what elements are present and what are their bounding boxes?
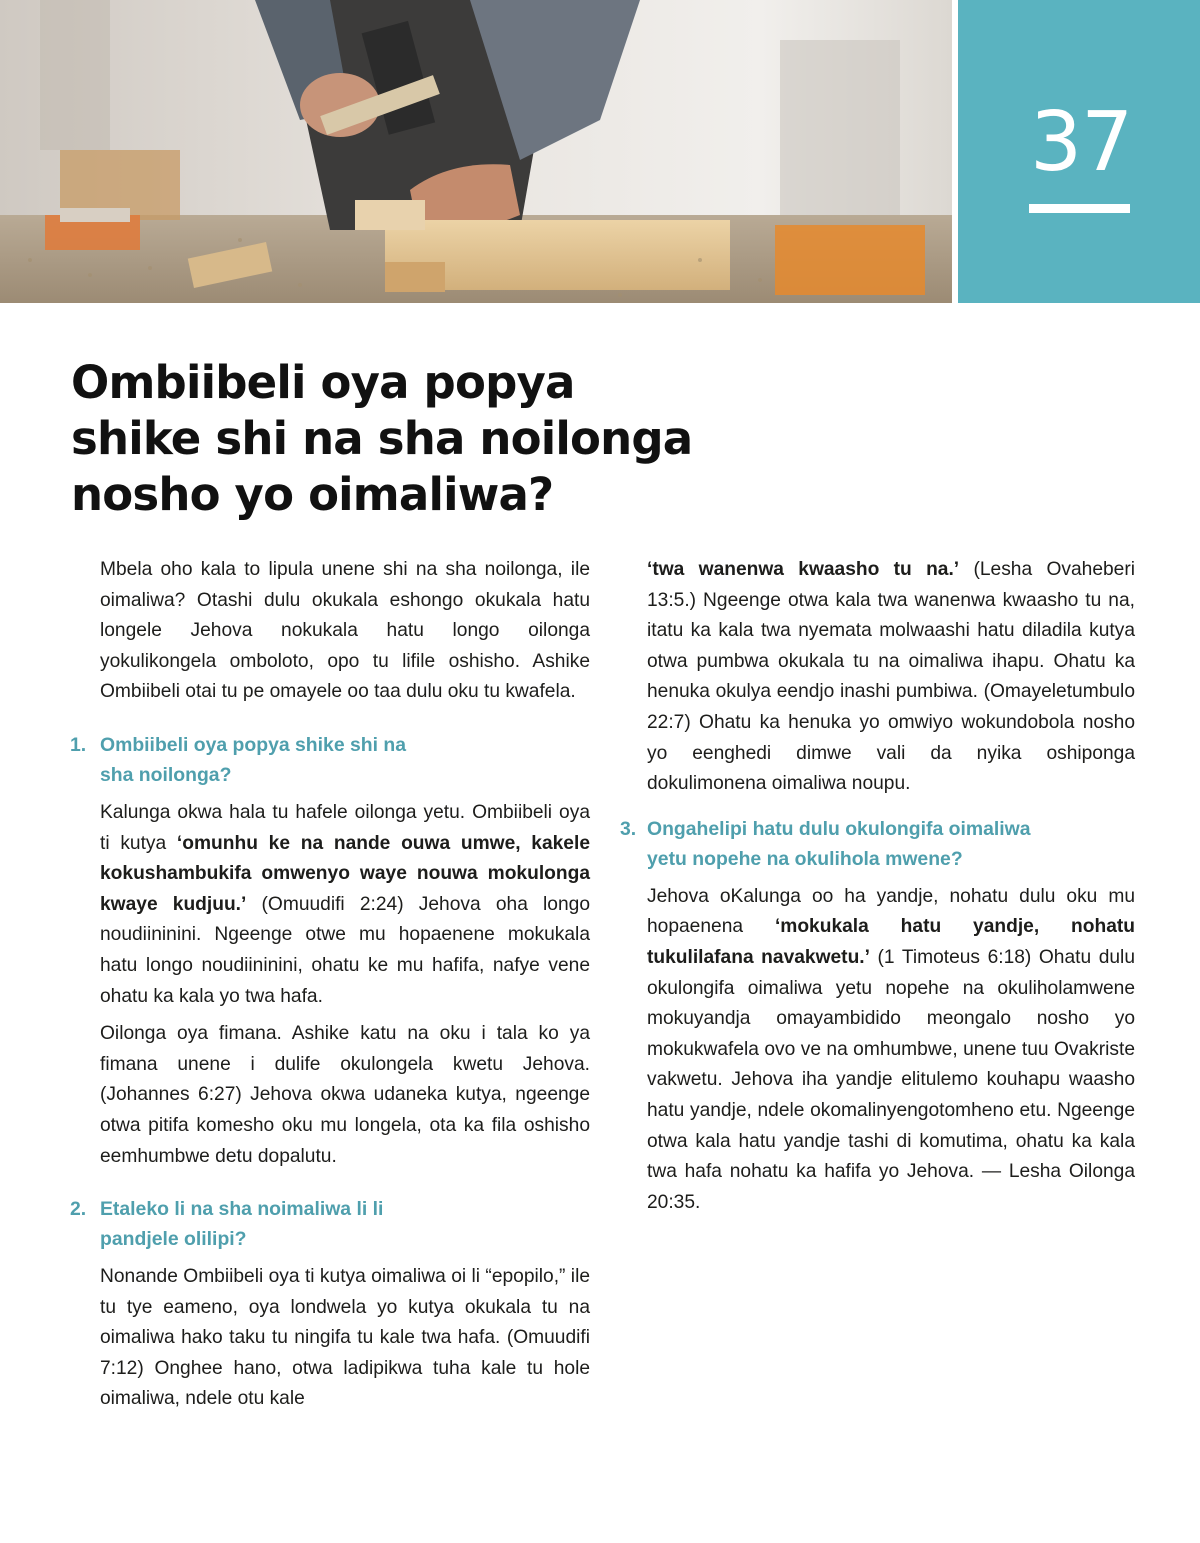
- section-2-text-after: (Lesha Ovaheberi 13:5.) Ngeenge otwa kala twa wanenwa kwaasho tu na, itatu ka kala twa nyemata molwaashi hatu diladila kutya otwa pumbwa okukala tu na oimaliwa ihapu. Ohatu ka henuka okulya eendjo inashi pumbiwa. (Omayeletumbulo 22:7) Ohatu ka henuka yo omwiyo wokundobola nosho yo eenghedi dimwe vali da nyika oshiponga dokulimonena oimaliwa noupu.: [647, 559, 1135, 795]
- section-2-heading-line-1: Etaleko li na sha noimaliwa li li: [100, 1198, 384, 1221]
- section-3-paragraph-1: [620, 882, 1135, 1219]
- section-1-heading-line-1: Ombiibeli oya popya shike shi na: [100, 733, 407, 756]
- left-column: [70, 555, 590, 1415]
- section-1-paragraph-1: [70, 798, 590, 1012]
- section-2-heading-line-2: pandjele olilipi?: [100, 1228, 247, 1251]
- section-1-text-after: (Omuudifi 2:24) Jehova oha longo noudiininini. Ngeenge otwe mu hopaenene mokukala hatu longo noudiininini, ohatu ke mu hafifa, nafye vene ohatu ka kala yo twa hafa.: [100, 893, 590, 1007]
- section-1-text: Kalunga okwa hala tu hafele oilonga yetu. Ombiibeli oya ti kutya: [100, 801, 590, 854]
- section-2-number: 2.: [70, 1198, 87, 1221]
- section-3-heading: [620, 814, 1135, 874]
- section-3-scripture-quote: ‘mokukala hatu yandje, nohatu tukulilafana navakwetu.’: [647, 916, 1136, 968]
- section-2-heading: [70, 1194, 590, 1254]
- lesson-number-underline: [1029, 204, 1130, 213]
- section-3-text: Jehova oKalunga oo ha yandje, nohatu dulu oku mu hopaenena: [647, 885, 1135, 938]
- lesson-number: 37: [1030, 95, 1133, 190]
- section-1-scripture-quote: ‘omunhu ke na nande ouwa umwe, kakele kokushambukifa omwenyo waye nouwa mokulonga kwaye kudjuu.’: [100, 832, 590, 915]
- title-line-3: nosho yo oimaliwa?: [71, 468, 554, 521]
- right-column: [620, 555, 1135, 1225]
- page-title: [71, 355, 791, 523]
- title-line-2: shike shi na sha noilonga: [71, 412, 693, 465]
- lesson-number-box: [958, 0, 1200, 303]
- section-3-text-after: (1 Timoteus 6:18) Ohatu dulu okulongifa oimaliwa yetu nopehe na okuliholamwene mokuyandja omayambidido meongalo nosho yo mokukwafela ovo ve na omhumbwe, unene tuu Ovakriste vakwetu. Jehova iha yandje elitulemo kouhapu waasho hatu yandje, ndele okomalinyengotomheno etu. Ngeenge otwa kala hatu yandje tashi di komutima, ohatu ka kala twa hafa nohatu ka hafifa yo Jehova. — Lesha Oilonga 20:35.: [647, 946, 1135, 1213]
- intro-paragraph: Mbela oho kala to lipula unene shi na sha noilonga, ile oimaliwa? Otashi dulu okukala eshongo okukala hatu longele Jehova nokukala hatu longo oilonga yokulikongela omboloto, opo tu lifile oshisho. Ashike Ombiibeli otai tu pe omayele oo taa dulu oku tu kwafela.: [100, 559, 590, 703]
- section-1-heading: [70, 730, 590, 790]
- section-3-heading-line-2: yetu nopehe na okulihola mwene?: [647, 847, 963, 870]
- section-2-paragraph-1: Nonande Ombiibeli oya ti kutya oimaliwa oi li “epopilo,” ile tu tye eameno, oya londwela yo kutya okukala tu na oimaliwa hako taku tu ningifa tu kale twa hafa. (Omuudifi 7:12) Onghee hano, otwa ladipikwa tuha kale tu hole oimaliwa, ndele otu kale: [100, 1266, 590, 1410]
- section-2-scripture-quote: ‘twa wanenwa kwaasho tu na.’: [647, 559, 960, 580]
- hero-image: [0, 0, 952, 303]
- section-3-number: 3.: [620, 817, 637, 840]
- title-line-1: Ombiibeli oya popya: [71, 356, 575, 409]
- section-1-heading-line-2: sha noilonga?: [100, 763, 232, 786]
- section-1-paragraph-2: Oilonga oya fimana. Ashike katu na oku i tala ko ya fimana unene i dulife okulongela kwetu Jehova. (Johannes 6:27) Jehova okwa udaneka kutya, ngeenge otwa pitifa komesho oku mu longela, ota ka fila oshisho eemhumbwe detu dopalutu.: [100, 1023, 590, 1167]
- section-2-paragraph-1-continued: [620, 555, 1135, 800]
- section-3-heading-line-1: Ongahelipi hatu dulu okulongifa oimaliwa: [647, 817, 1031, 840]
- section-1-number: 1.: [70, 733, 87, 756]
